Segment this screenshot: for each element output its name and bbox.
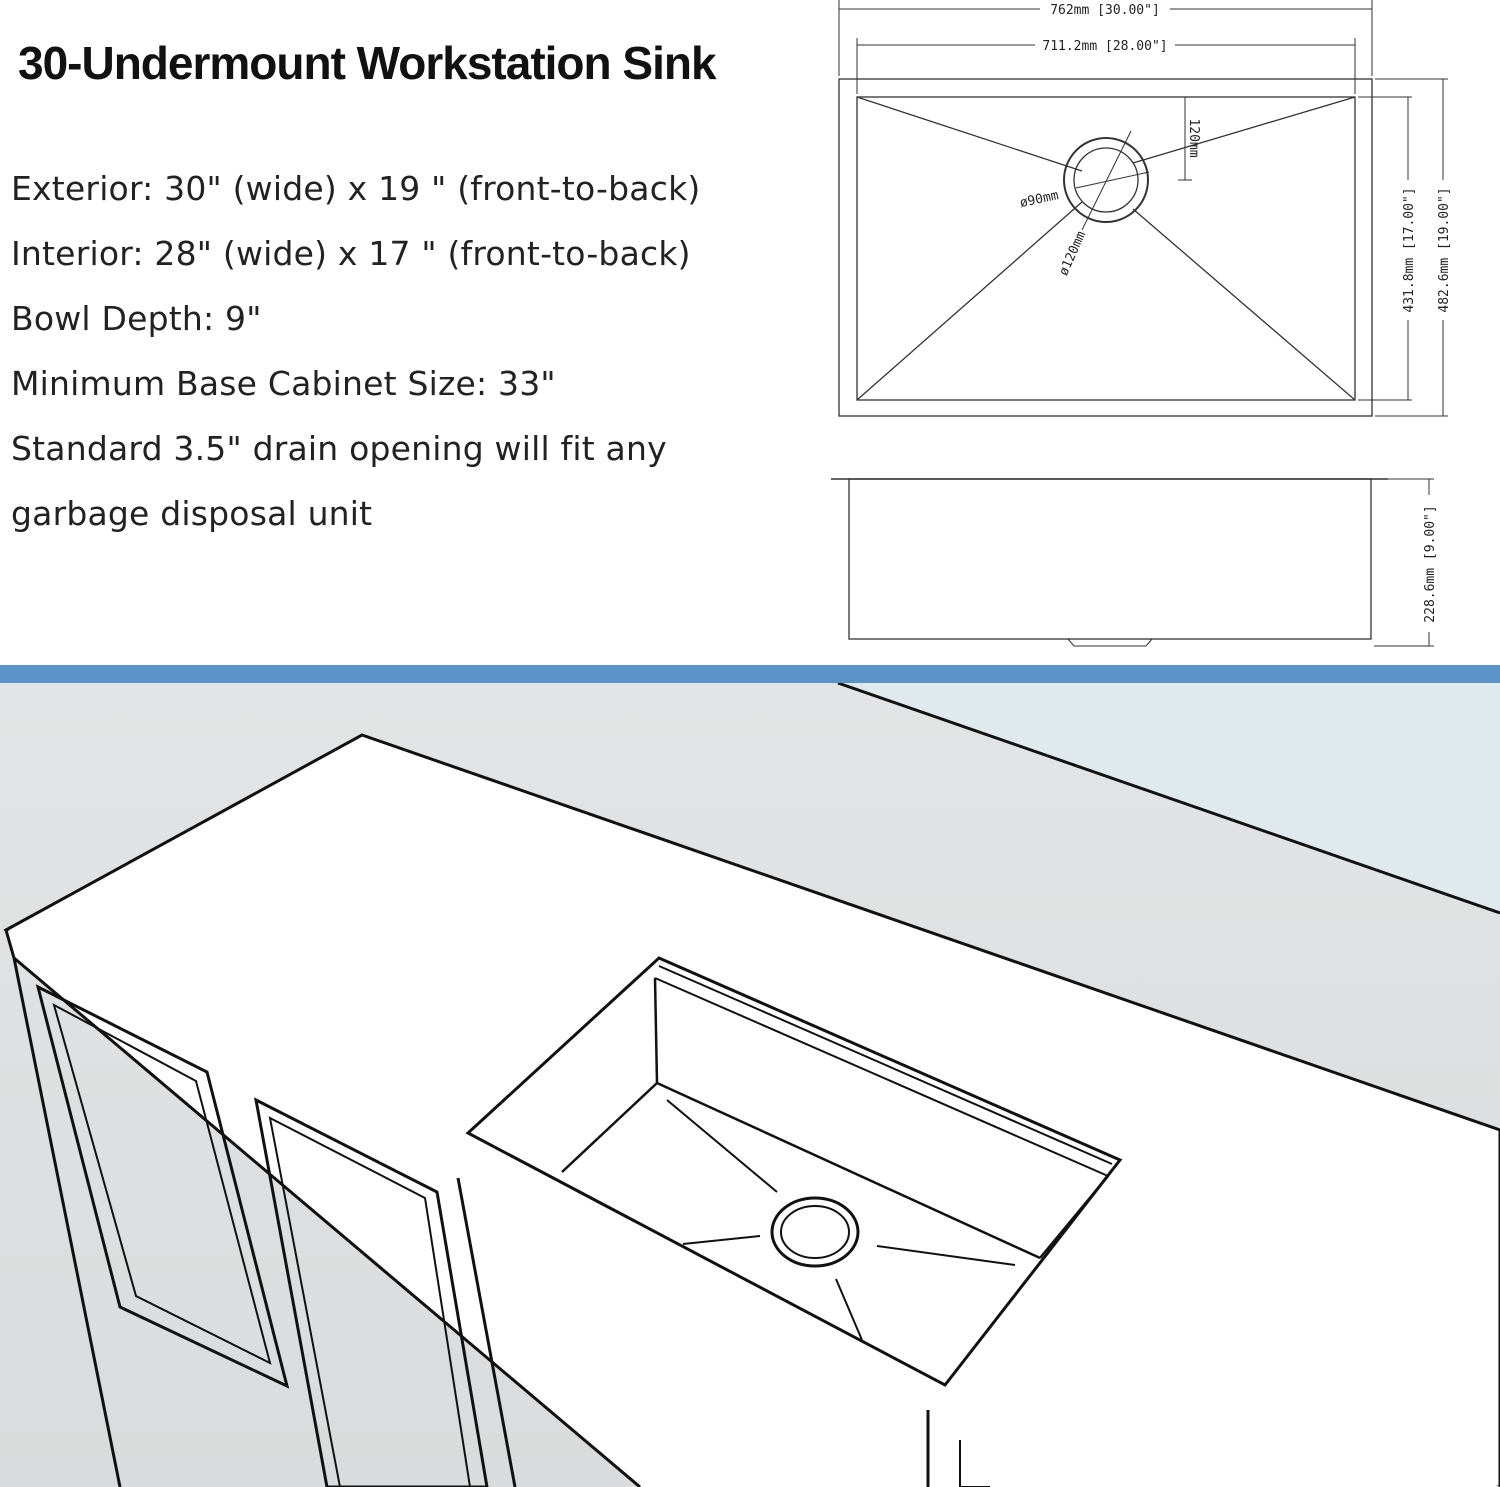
- technical-drawing: [0, 0, 1500, 665]
- drain-inner-ring: [1074, 148, 1138, 212]
- dim-inner-depth: 431.8mm [17.00"]: [1402, 187, 1417, 313]
- spec-min-cabinet: Minimum Base Cabinet Size: 33": [11, 364, 556, 403]
- dim-drain-outer-dia: ø120mm: [1056, 229, 1090, 279]
- spec-drain-line1: Standard 3.5" drain opening will fit any: [11, 429, 667, 468]
- dim-bowl-depth: 228.6mm [9.00"]: [1423, 505, 1438, 623]
- accent-band: [0, 665, 1500, 685]
- spec-exterior: Exterior: 30" (wide) x 19 " (front-to-back): [11, 169, 701, 208]
- dim-inner-width: 711.2mm [28.00"]: [1042, 39, 1168, 54]
- dim-drain-inner-dia: ø90mm: [1018, 188, 1060, 211]
- dim-outer-width: 762mm [30.00"]: [1050, 3, 1160, 18]
- spec-interior: Interior: 28" (wide) x 17 " (front-to-back): [11, 234, 691, 273]
- page-title: 30-Undermount Workstation Sink: [18, 37, 716, 89]
- dim-drain-offset: 120mm: [1186, 118, 1201, 158]
- sink-inner-outline: [857, 97, 1355, 400]
- side-view-bowl: [849, 479, 1371, 639]
- spec-bowl-depth: Bowl Depth: 9": [11, 299, 262, 338]
- drain-outer-ring: [1064, 138, 1148, 222]
- sink-outer-outline: [839, 79, 1372, 416]
- spec-panel: [0, 0, 1500, 665]
- spec-drain-line2: garbage disposal unit: [11, 494, 373, 533]
- dim-outer-depth: 482.6mm [19.00"]: [1437, 187, 1452, 313]
- kitchen-illustration: [0, 683, 1500, 1487]
